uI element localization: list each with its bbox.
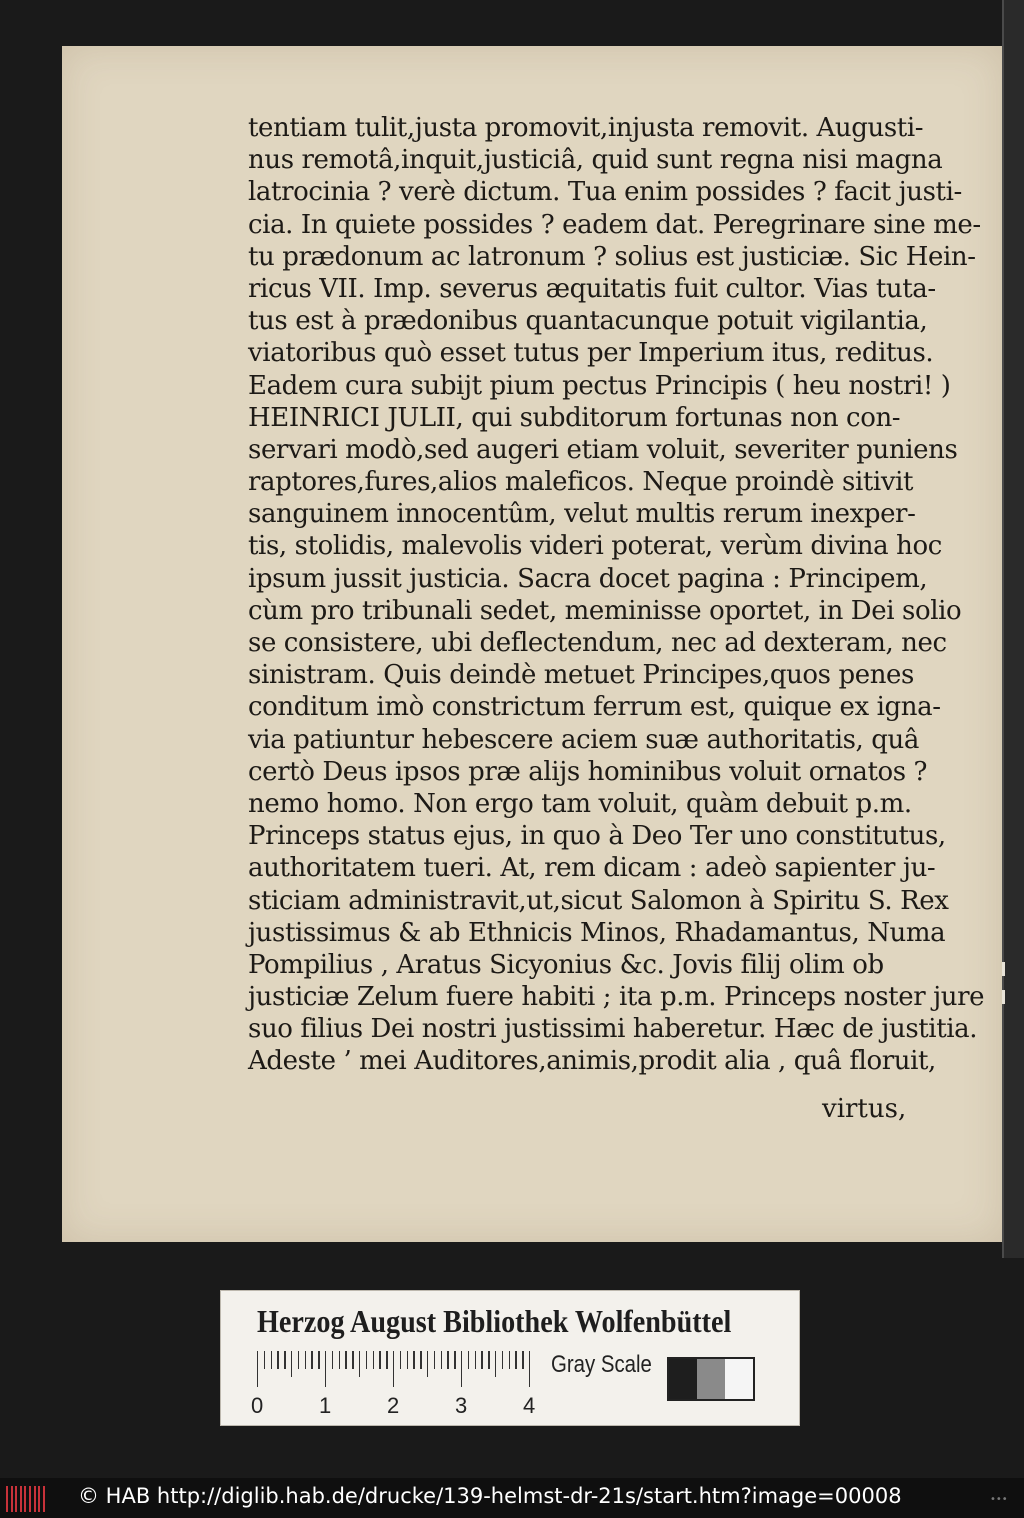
margin-mark	[1002, 990, 1005, 1004]
footer-bar	[0, 1478, 1024, 1518]
ruler-tick	[522, 1351, 523, 1369]
library-name: Herzog August Bibliothek Wolfenbüttel	[257, 1303, 732, 1339]
gray-scale-label: Gray Scale	[551, 1351, 652, 1378]
ruler-tick	[420, 1351, 421, 1369]
text-line: authoritatem tueri. At, rem dicam : adeò sapienter ju-	[248, 853, 936, 884]
ruler-tick	[359, 1351, 360, 1377]
text-line: tis, stolidis, malevolis videri poterat, verùm divina hoc	[248, 531, 942, 562]
text-line: justiciæ Zelum fuere habiti ; ita p.m. Princeps noster jure	[248, 982, 985, 1013]
ruler-tick	[345, 1351, 346, 1369]
margin-mark	[1002, 962, 1005, 976]
ruler-tick	[318, 1351, 319, 1369]
ruler-tick	[379, 1351, 380, 1369]
text-line: sinistram. Quis deindè metuet Principes,quos penes	[248, 660, 914, 691]
text-line: certò Deus ipsos præ alijs hominibus voluit ornatos ?	[248, 756, 928, 787]
ruler-tick	[468, 1351, 469, 1369]
ruler-tick	[488, 1351, 489, 1369]
ruler-tick	[373, 1351, 374, 1369]
text-line: Eadem cura subijt pium pectus Principis ( heu nostri! )	[248, 370, 951, 401]
copyright-url[interactable]: © HAB http://diglib.hab.de/drucke/139-helmst-dr-21s/start.htm?image=00008	[78, 1484, 902, 1508]
catchword: virtus,	[822, 1094, 907, 1124]
text-line: sanguinem innocentûm, velut multis rerum inexper-	[248, 499, 916, 530]
ruler-tick	[515, 1351, 516, 1369]
ruler-tick	[311, 1351, 312, 1369]
text-line: HEINRICI JULII, qui subditorum fortunas non con-	[248, 402, 901, 433]
text-line: tu prædonum ac latronum ? solius est justiciæ. Sic Hein-	[248, 241, 976, 272]
text-line: viatoribus quò esset tutus per Imperium itus, reditus.	[248, 338, 934, 369]
text-line: via patiuntur hebescere aciem suæ authoritatis, quâ	[248, 724, 919, 755]
ruler-tick	[352, 1351, 353, 1369]
swatch-mid	[697, 1359, 725, 1399]
ruler-tick	[481, 1351, 482, 1369]
gray-scale-swatches	[667, 1357, 755, 1401]
ruler-tick	[257, 1351, 258, 1387]
text-line: tentiam tulit,justa promovit,injusta removit. Augusti-	[248, 113, 924, 143]
ruler-tick	[407, 1351, 408, 1369]
text-line: tus est à prædonibus quantacunque potuit vigilantia,	[248, 306, 928, 337]
ruler-tick	[305, 1351, 306, 1369]
ruler-tick	[495, 1351, 496, 1377]
text-line: Adeste ’ mei Auditores,animis,prodit alia , quâ floruit,	[248, 1046, 936, 1077]
ruler-tick	[264, 1351, 265, 1369]
scale-number: 0	[251, 1393, 264, 1418]
ruler-tick	[461, 1351, 462, 1387]
more-dots-icon: •••	[990, 1494, 1008, 1505]
text-line: latrocinia ? verè dictum. Tua enim possides ? facit justi-	[248, 177, 962, 208]
ruler-tick	[475, 1351, 476, 1369]
ruler-tick	[291, 1351, 292, 1377]
ruler-tick	[284, 1351, 285, 1369]
text-line: Princeps status ejus, in quo à Deo Ter uno constitutus,	[248, 821, 946, 852]
ruler-tick	[393, 1351, 394, 1387]
ruler-tick	[502, 1351, 503, 1369]
scale-number: 4	[523, 1393, 536, 1418]
scale-number: 3	[455, 1393, 468, 1418]
ruler-tick	[277, 1351, 278, 1369]
page-text	[248, 112, 985, 1078]
swatch-light	[725, 1359, 753, 1399]
ruler-tick	[529, 1351, 530, 1387]
ruler-tick	[400, 1351, 401, 1369]
ruler-tick	[447, 1351, 448, 1369]
text-line: suo filius Dei nostri justissimi haberetur. Hæc de justitia.	[248, 1014, 978, 1045]
ruler-tick	[413, 1351, 414, 1369]
text-line: conditum imò constrictum ferrum est, quique ex igna-	[248, 692, 941, 723]
text-line: cùm pro tribunali sedet, meminisse oportet, in Dei solio	[248, 595, 962, 626]
ruler-tick	[366, 1351, 367, 1369]
text-line: sticiam administravit,ut,sicut Salomon à Spiritu S. Rex	[248, 885, 949, 916]
facing-page-edge	[1002, 0, 1024, 1258]
hab-logo-icon	[6, 1486, 46, 1512]
swatch-dark	[669, 1359, 697, 1399]
text-line: ricus VII. Imp. severus æquitatis fuit cultor. Vias tuta-	[248, 273, 936, 304]
ruler-tick	[325, 1351, 326, 1387]
ruler-tick	[271, 1351, 272, 1369]
ruler-tick	[434, 1351, 435, 1369]
text-line: nemo homo. Non ergo tam voluit, quàm debuit p.m.	[248, 788, 912, 819]
scale-number: 2	[387, 1393, 400, 1418]
library-label-card	[220, 1290, 800, 1426]
text-line: ipsum jussit justicia. Sacra docet pagina : Principem,	[248, 563, 928, 594]
ruler-tick	[454, 1351, 455, 1369]
ruler-tick	[441, 1351, 442, 1369]
text-line: servari modò,sed augeri etiam voluit, severiter puniens	[248, 434, 958, 465]
text-line: nus remotâ,inquit,justiciâ, quid sunt regna nisi magna	[248, 145, 943, 176]
text-line: raptores,fures,alios maleficos. Neque proindè sitivit	[248, 467, 914, 498]
ruler-tick	[509, 1351, 510, 1369]
text-line: cia. In quiete possides ? eadem dat. Peregrinare sine me-	[248, 209, 981, 240]
scale-number: 1	[319, 1393, 332, 1418]
ruler-tick	[386, 1351, 387, 1369]
scale-ruler	[257, 1351, 537, 1387]
text-line: se consistere, ubi deflectendum, nec ad dexteram, nec	[248, 628, 947, 658]
text-line: Pompilius , Aratus Sicyonius &c. Jovis filij olim ob	[248, 949, 884, 980]
ruler-tick	[332, 1351, 333, 1369]
ruler-tick	[339, 1351, 340, 1369]
ruler-tick	[427, 1351, 428, 1377]
ruler-tick	[298, 1351, 299, 1369]
text-line: justissimus & ab Ethnicis Minos, Rhadamantus, Numa	[248, 917, 946, 948]
